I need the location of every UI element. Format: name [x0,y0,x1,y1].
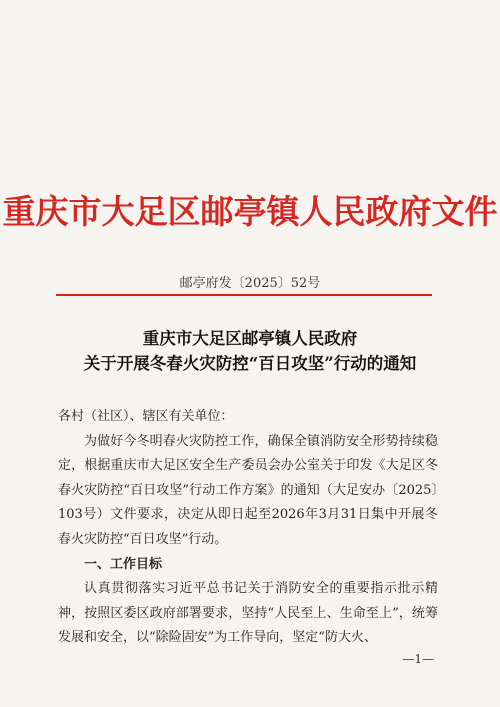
body-paragraph-1: 为做好今冬明春火灾防控工作，确保全镇消防安全形势持续稳定，根据重庆市大足区安全生产委员会办公室关于印发《大足区冬春火灾防控“百日攻坚”行动工作方案》的通知（大足安办〔2025〕103号）文件要求，决定从即日起至2026年3月31日集中开展冬春火灾防控“百日攻坚”行动。 [58,433,438,547]
notice-title-line-1: 重庆市大足区邮亭镇人民政府 [142,329,358,348]
document-number: 邮亭府发〔2025〕52号 [179,276,321,291]
red-divider-line [56,294,432,296]
notice-title [0,326,500,376]
notice-title-line-2: 关于开展冬春火灾防控“百日攻坚”行动的通知 [83,354,417,373]
section-heading-goals: 一、工作目标 [84,556,163,572]
document-body [58,405,438,651]
body-paragraph-2: 认真贯彻落实习近平总书记关于消防安全的重要指示批示精神，按照区委区政府部署要求，坚持“人民至上、生命至上”，统筹发展和安全，以“除险固安”为工作导向，坚定“防大火、 [58,581,438,646]
salutation: 各村（社区）、辖区有关单位： [58,409,234,424]
issuer-header: 重庆市大足区邮亭镇人民政府文件 [2,192,498,231]
page-number: —1— [402,652,434,666]
